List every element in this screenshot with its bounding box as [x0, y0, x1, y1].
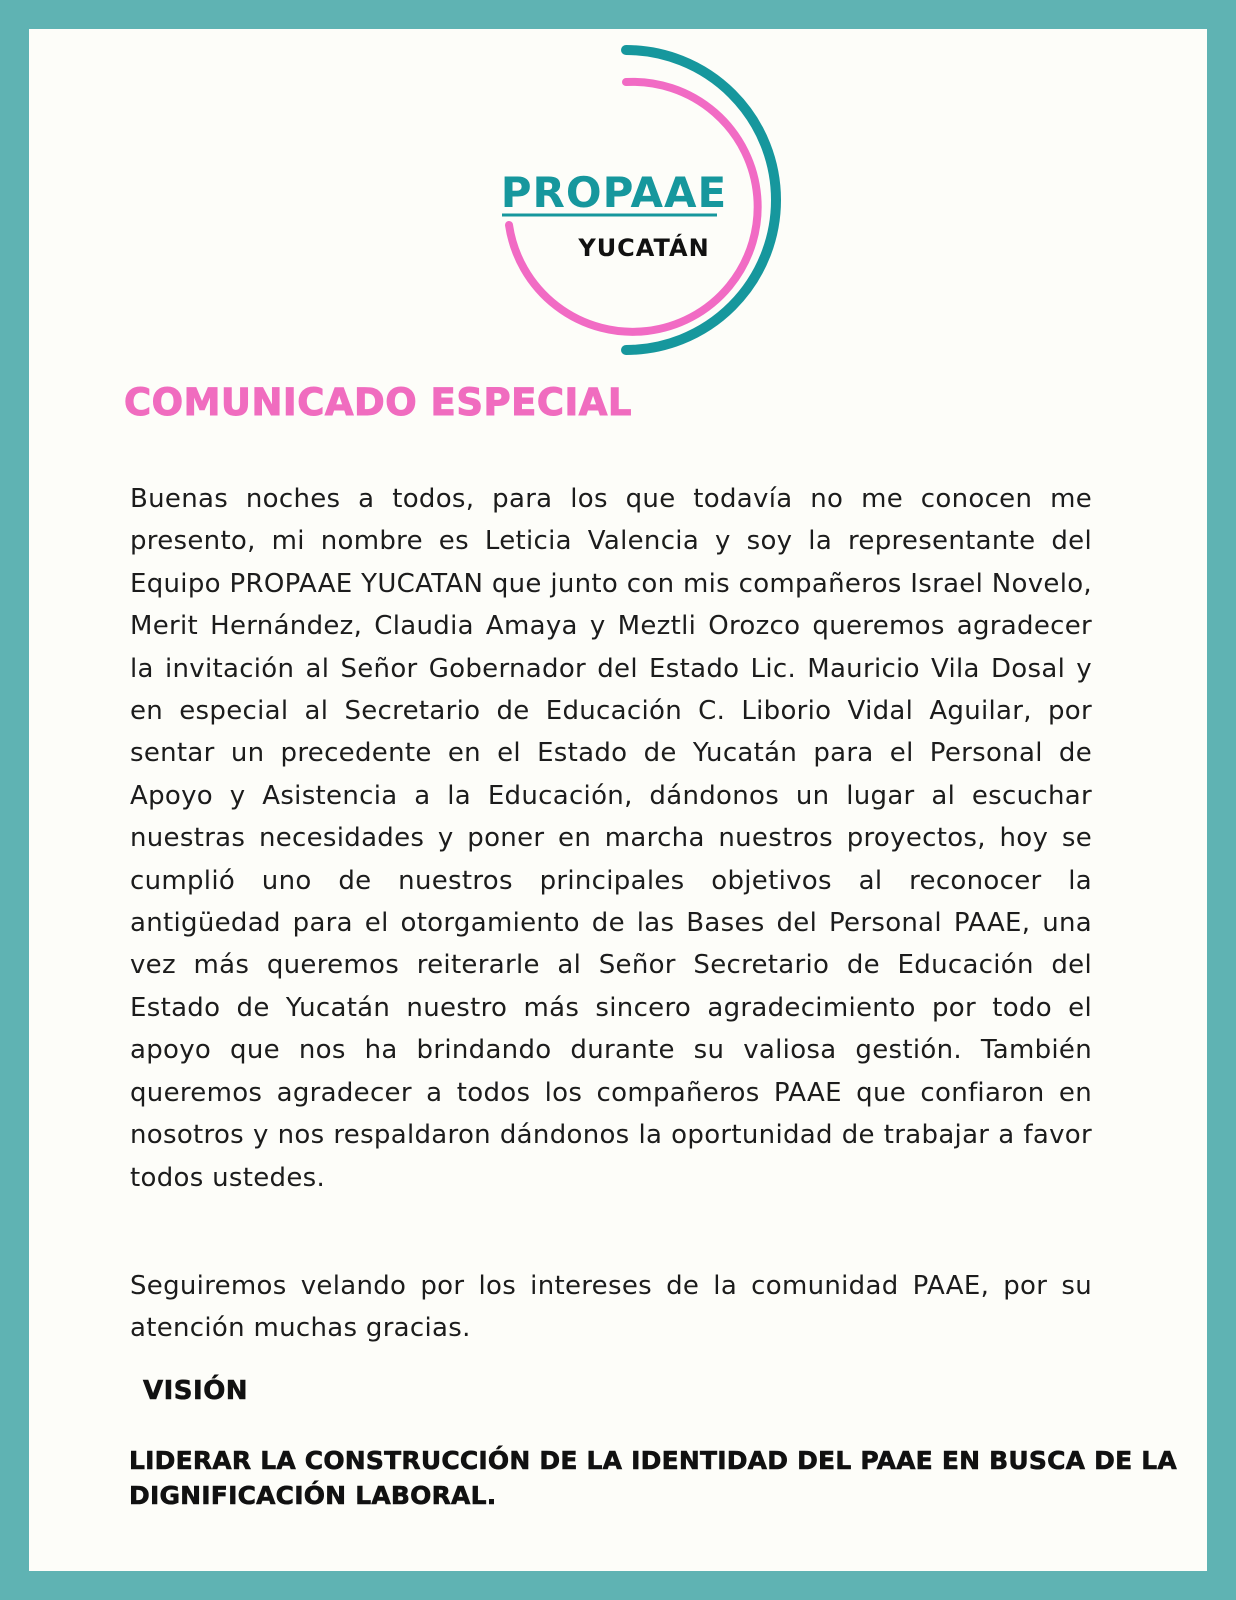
propaae-logo [469, 45, 799, 375]
vision-title: VISIÓN [143, 1376, 249, 1406]
paragraph-closing: Seguiremos velando por los intereses de la comunidad PAAE, por su atención muchas gracias. [130, 1271, 1092, 1344]
document-heading: COMUNICADO ESPECIAL [124, 381, 632, 424]
logo-region: YUCATÁN [578, 234, 710, 262]
logo-name: PROPAAE [500, 168, 728, 217]
document-page [29, 29, 1207, 1571]
paragraph-main: Buenas noches a todos, para los que todavía no me conocen me presento, mi nombre es Leticia Valencia y soy la representante del Equipo PROPAAE YUCATAN que junto con mis compañeros Israel Novelo, Merit Hernández, Claudia Amaya y Meztli Orozco queremos agradecer la invitación al Señor Gobernador del Estado Lic. Mauricio Vila Dosal y en especial al Secretario de Educación C. Liborio Vidal Aguilar, por sentar un precedente en el Estado de Yucatán para el Personal de Apoyo y Asistencia a la Educación, dándonos un lugar al escuchar nuestras necesidades y poner en marcha nuestros proyectos, hoy se cumplió uno de nuestros principales objetivos al reconocer la antigüedad para el otorgamiento de las Bases del Personal PAAE, una vez más queremos reiterarle al Señor Secretario de Educación del Estado de Yucatán nuestro más sincero agradecimiento por todo el apoyo que nos ha brindando durante su valiosa gestión. También queremos agradecer a todos los compañeros PAAE que confiaron en nosotros y nos respaldaron dándonos la oportunidad de trabajar a favor todos ustedes. [130, 484, 1092, 1193]
vision-text: LIDERAR LA CONSTRUCCIÓN DE LA IDENTIDAD DEL PAAE EN BUSCA DE LA DIGNIFICACIÓN LABORAL. [129, 1446, 1177, 1510]
